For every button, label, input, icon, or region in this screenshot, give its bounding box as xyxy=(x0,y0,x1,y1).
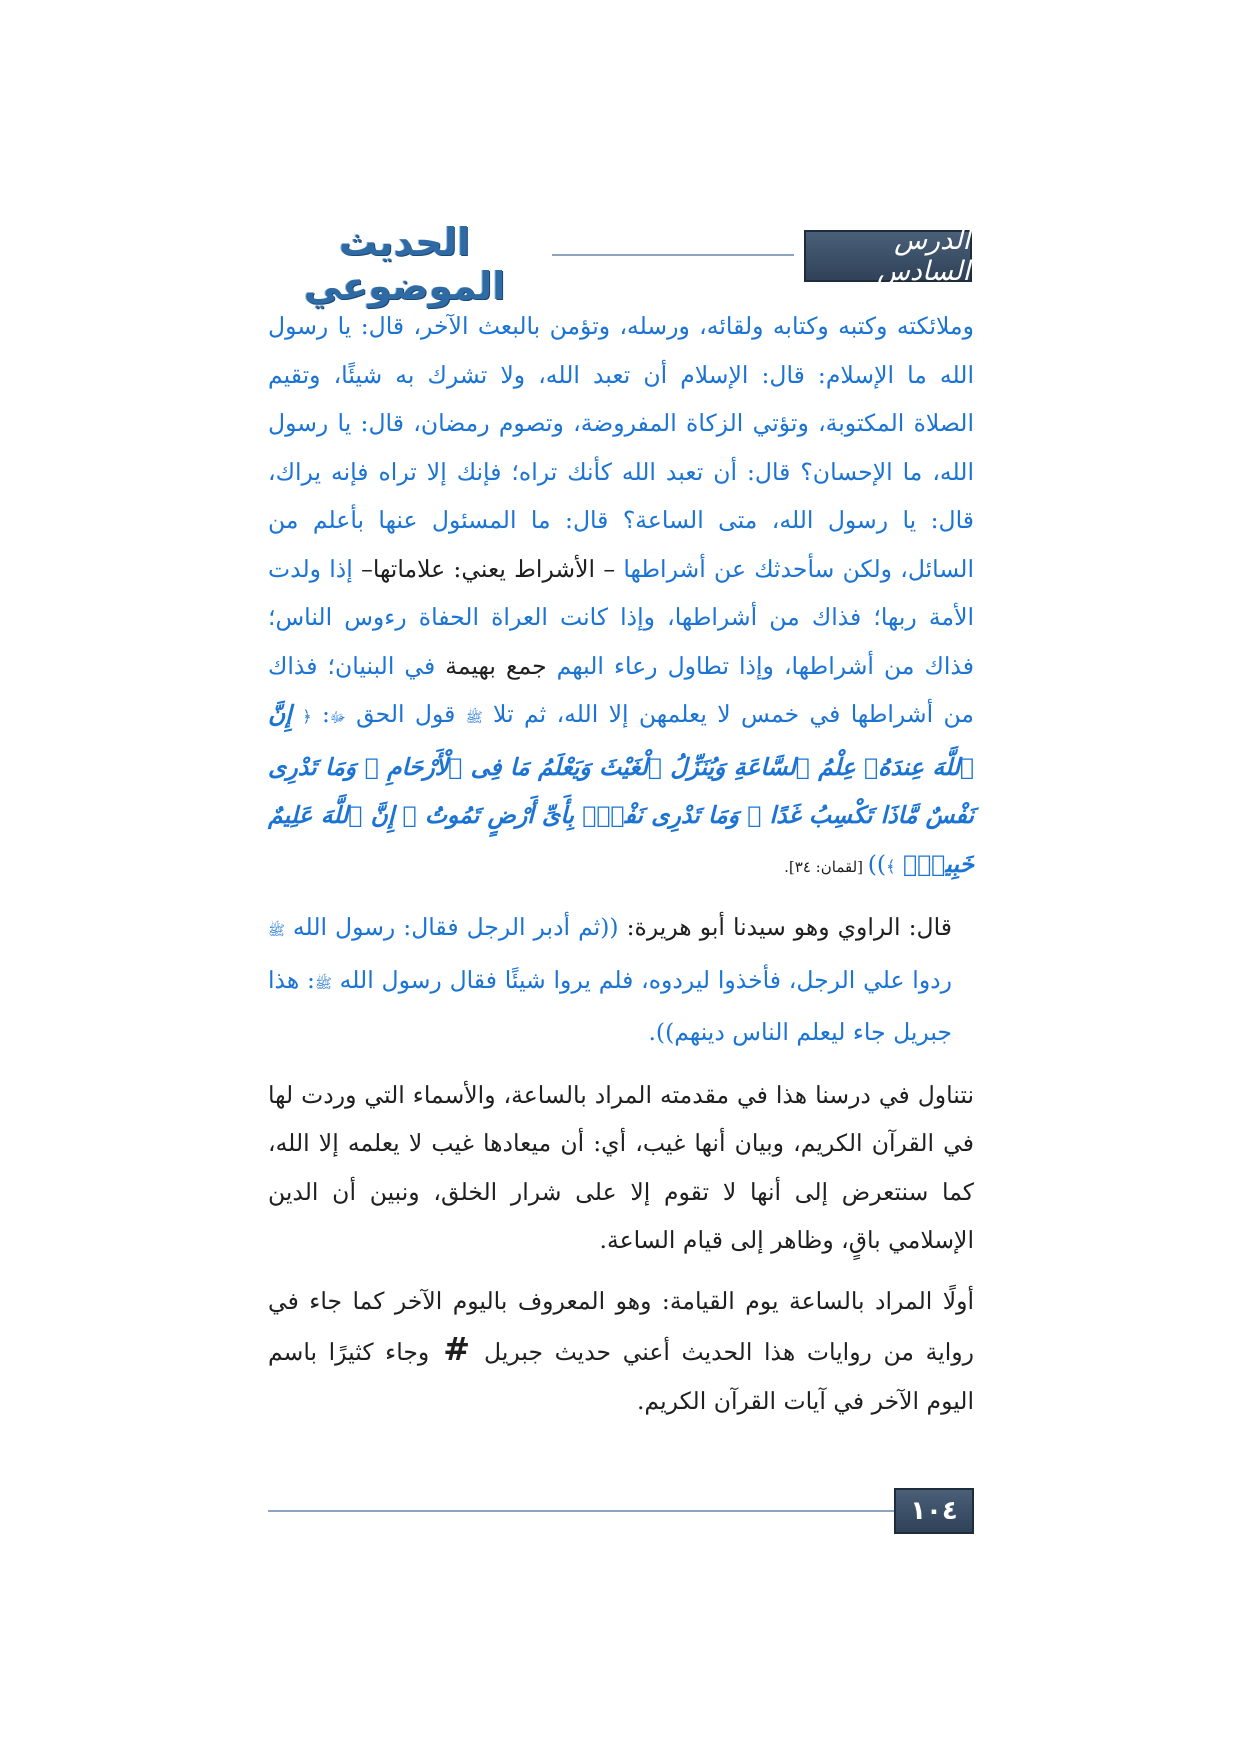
salawat-symbol: ﷺ xyxy=(465,710,483,726)
quran-bracket-close: ﴾ xyxy=(886,856,896,876)
page-footer xyxy=(268,1488,974,1534)
narrator-intro: قال: الراوي وهو سيدنا أبو هريرة: xyxy=(618,913,952,941)
quran-verse: إِنَّ ٱللَّهَ عِندَهُۥ عِلْمُ ٱلسَّاعَةِ وَيُنَزِّلُ ٱلْغَيْثَ وَيَعْلَمُ مَا فِى ٱلْأَرْحَامِ ۖ وَمَا تَدْرِى نَفْسٌ مَّاذَا تَكْسِبُ غَدًا ۖ وَمَا تَدْرِى نَفْسٌۢ بِأَىِّ أَرْضٍ تَمُوتُ ۚ إِنَّ ٱللَّهَ عَلِيمٌ خَبِيرٌۢ xyxy=(268,700,974,878)
book-title: الحديث الموضوعي xyxy=(303,220,506,308)
first-point-text: أولًا المراد بالساعة يوم القيامة: وهو المعروف باليوم الآخر كما جاء في رواية من روايات هذا الحديث أعني حديث جبريل xyxy=(268,1286,974,1366)
page-number: ١٠٤ xyxy=(910,1496,958,1526)
hadith-paragraph xyxy=(268,302,974,891)
footer-divider xyxy=(268,1510,894,1512)
quran-bracket-open: ﴿ xyxy=(302,707,312,726)
lesson-label: الدرس السادس xyxy=(876,225,970,287)
header-divider xyxy=(552,254,794,256)
explanation-note: – الأشراط يعني: علاماتها– xyxy=(352,554,624,583)
hash-symbol: # xyxy=(443,1330,471,1368)
salawat-symbol: ﷺ xyxy=(268,923,285,939)
salawat-symbol: ﷺ xyxy=(314,975,332,992)
first-point-text-continued: وجاء كثيرًا باسم اليوم الآخر في آيات القرآن الكريم. xyxy=(268,1338,974,1415)
hadith-text: قول الحق xyxy=(345,700,466,728)
glorification-symbol: ﷻ xyxy=(329,710,346,726)
page-content xyxy=(268,302,974,1425)
lesson-intro-paragraph: نتناول في درسنا هذا في مقدمته المراد بالساعة، والأسماء التي وردت لها في القرآن الكريم، وبيان أنها غيب، أي: أن ميعادها غيب لا يعلمه إلا الله، كما سنتعرض إلى أنها لا تقوم إلا على شرار الخلق، ونبين أن الدين الإسلامي باقٍ، وظاهر إلى قيام الساعة. xyxy=(268,1080,974,1254)
quran-reference: [لقمان: ٣٤]. xyxy=(784,857,868,876)
hadith-text: : هذا جبريل جاء ليعلم الناس دينهم)). xyxy=(268,965,952,1046)
page-header xyxy=(262,220,972,308)
hadith-text: ردوا علي الرجل، فأخذوا ليردوه، فلم يروا شيئًا فقال رسول الله xyxy=(331,965,952,994)
lesson-badge xyxy=(804,225,972,287)
hadith-text: في البنيان؛ فذاك من أشراطها في خمس لا يعلمهن إلا الله، ثم تلا xyxy=(268,651,974,728)
explanation-note: جمع بهيمة xyxy=(435,651,547,680)
hadith-text: وملائكته وكتبه وكتابه ولقائه، ورسله، وتؤمن بالبعث الآخر، قال: يا رسول الله ما الإسلام: قال: الإسلام أن تعبد الله، ولا تشرك به شيئًا، وتقيم الصلاة المكتوبة، وتؤتي الزكاة المفروضة، وتصوم رمضان، قال: يا رسول الله، ما الإحسان؟ قال: أن تعبد الله كأنك تراه؛ فإنك إلا تراه فإنه يراك، قال: يا رسول الله، متى الساعة؟ قال: ما المسئول عنها بأعلم من السائل، ولكن سأحدثك عن أشراطها xyxy=(268,312,974,583)
narrator-paragraph xyxy=(268,903,974,1057)
hadith-text: : xyxy=(311,700,330,728)
hadith-text: إذا ولدت الأمة ربها؛ فذاك من أشراطها، وإذا كانت العراة الحفاة رءوس الناس؛ فذاك من أشراطها، وإذا تطاول رعاء البهم xyxy=(268,554,974,680)
page-number-badge xyxy=(894,1488,974,1534)
hadith-text: ((ثم أدبر الرجل فقال: رسول الله xyxy=(284,913,619,941)
first-point-paragraph xyxy=(268,1277,974,1426)
hadith-text: )) xyxy=(867,849,887,878)
